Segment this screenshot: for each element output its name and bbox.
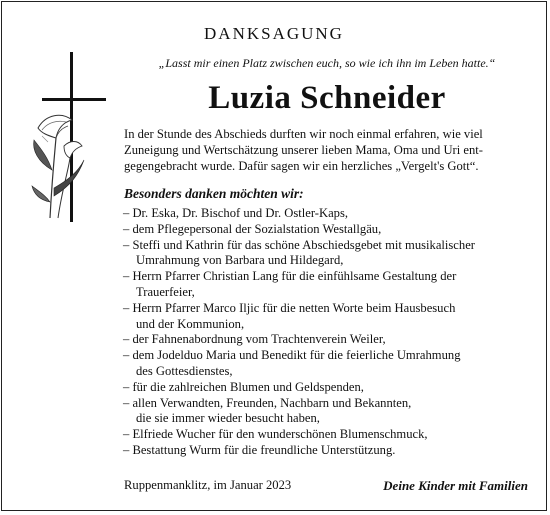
list-item: Umrahmung von Barbara und Hildegard,	[136, 253, 344, 268]
list-item: – Dr. Eska, Dr. Bischof und Dr. Ostler-Kaps,	[123, 206, 349, 220]
intro-line: In der Stunde des Abschieds durften wir noch einmal erfahren, wie viel	[124, 127, 483, 141]
list-item: – der Fahnenabordnung vom Trachtenverein Weiler,	[123, 332, 386, 347]
list-item: – allen Verwandten, Freunden, Nachbarn und Bekannten,	[123, 395, 412, 410]
intro-paragraph	[124, 126, 534, 174]
thanks-heading: Besonders danken möchten wir:	[124, 186, 304, 201]
calla-lily-icon	[28, 110, 94, 222]
list-item: des Gottesdienstes,	[136, 363, 233, 378]
list-item: – Herrn Pfarrer Christian Lang für die einfühlsame Gestaltung der	[123, 269, 457, 284]
obituary-card	[1, 1, 547, 511]
signature: Deine Kinder mit Familien	[383, 478, 528, 493]
notice-heading: DANKSAGUNG	[204, 24, 344, 43]
list-item: und der Kommunion,	[136, 316, 245, 331]
intro-line: Zuneigung und Wertschätzung unserer lieben Mama, Oma und Uri ent-	[124, 143, 483, 157]
deceased-name: Luzia Schneider	[208, 80, 446, 116]
list-item: – dem Pflegepersonal der Sozialstation Westallgäu,	[123, 221, 382, 236]
list-item: – Elfriede Wucher für den wunderschönen Blumenschmuck,	[123, 427, 428, 442]
list-item: die sie immer wieder besucht haben,	[136, 411, 320, 426]
list-item: – für die zahlreichen Blumen und Geldspenden,	[123, 379, 364, 394]
motto-quote: „Lasst mir einen Platz zwischen euch, so wie ich ihn im Leben hatte.“	[158, 56, 496, 70]
list-item: Trauerfeier,	[136, 284, 195, 299]
list-item: – Steffi und Kathrin für das schöne Abschiedsgebet mit musikalischer	[123, 237, 475, 252]
intro-line: gegengebracht wurde. Dafür sagen wir ein herzliches „Vergelt's Gott“.	[124, 159, 479, 173]
thanks-list	[123, 206, 543, 459]
list-item: – dem Jodelduo Maria und Benedikt für die feierliche Umrahmung	[123, 348, 461, 363]
list-item: – Herrn Pfarrer Marco Iljic für die netten Worte beim Hausbesuch	[123, 300, 456, 315]
list-item: – Bestattung Wurm für die freundliche Unterstützung.	[123, 442, 396, 457]
place-date: Ruppenmanklitz, im Januar 2023	[124, 478, 292, 492]
